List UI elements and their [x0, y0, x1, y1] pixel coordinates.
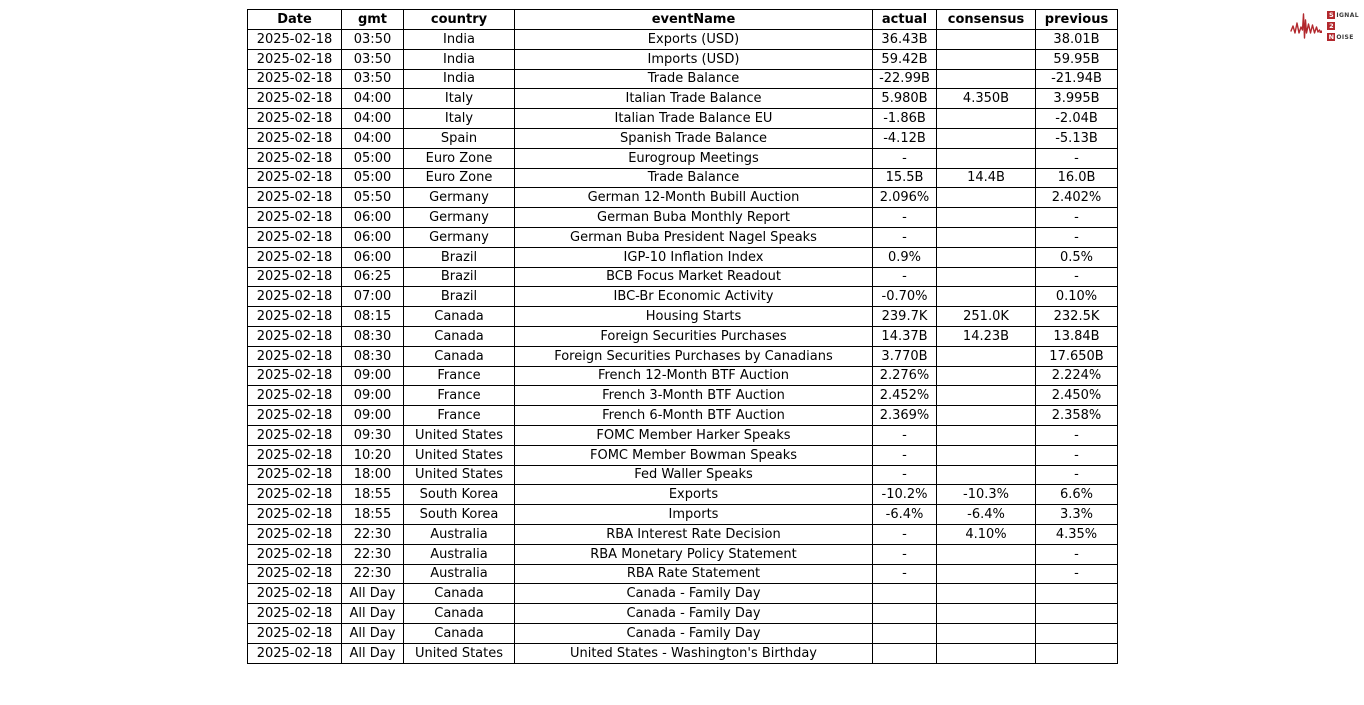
table-row	[248, 445, 1118, 465]
cell-eventname: Spanish Trade Balance	[515, 128, 873, 148]
table-row	[248, 307, 1118, 327]
cell-consensus	[937, 406, 1036, 426]
cell-date: 2025-02-18	[248, 485, 342, 505]
cell-consensus	[937, 247, 1036, 267]
cell-consensus	[937, 425, 1036, 445]
cell-date: 2025-02-18	[248, 465, 342, 485]
cell-eventname: United States - Washington's Birthday	[515, 643, 873, 663]
cell-country: Brazil	[404, 247, 515, 267]
cell-date: 2025-02-18	[248, 564, 342, 584]
cell-consensus	[937, 623, 1036, 643]
cell-previous: 2.224%	[1036, 366, 1118, 386]
cell-previous: 232.5K	[1036, 307, 1118, 327]
logo-text	[1327, 11, 1359, 41]
cell-eventname: Housing Starts	[515, 307, 873, 327]
cell-gmt: 09:00	[342, 386, 404, 406]
cell-previous: 13.84B	[1036, 326, 1118, 346]
cell-gmt: All Day	[342, 584, 404, 604]
cell-date: 2025-02-18	[248, 49, 342, 69]
table-head	[248, 10, 1118, 30]
cell-country: United States	[404, 643, 515, 663]
cell-country: France	[404, 386, 515, 406]
cell-country: France	[404, 406, 515, 426]
cell-consensus: -6.4%	[937, 505, 1036, 525]
cell-actual: -	[873, 564, 937, 584]
cell-gmt: All Day	[342, 643, 404, 663]
cell-gmt: 09:30	[342, 425, 404, 445]
table-row	[248, 326, 1118, 346]
cell-consensus	[937, 30, 1036, 50]
cell-gmt: 18:55	[342, 505, 404, 525]
cell-actual: -22.99B	[873, 69, 937, 89]
table-row	[248, 623, 1118, 643]
cell-actual: 5.980B	[873, 89, 937, 109]
logo-badge-s: S	[1329, 11, 1334, 19]
cell-consensus	[937, 49, 1036, 69]
cell-consensus	[937, 544, 1036, 564]
cell-previous: -21.94B	[1036, 69, 1118, 89]
cell-eventname: French 12-Month BTF Auction	[515, 366, 873, 386]
cell-previous: -	[1036, 465, 1118, 485]
cell-actual: -4.12B	[873, 128, 937, 148]
cell-consensus	[937, 208, 1036, 228]
cell-date: 2025-02-18	[248, 366, 342, 386]
cell-consensus	[937, 445, 1036, 465]
cell-consensus	[937, 148, 1036, 168]
cell-actual: 14.37B	[873, 326, 937, 346]
cell-date: 2025-02-18	[248, 604, 342, 624]
table-row	[248, 564, 1118, 584]
cell-country: Spain	[404, 128, 515, 148]
cell-eventname: Italian Trade Balance EU	[515, 109, 873, 129]
cell-actual: -	[873, 445, 937, 465]
signal2noise-logo	[1290, 9, 1359, 43]
table-row	[248, 406, 1118, 426]
cell-country: Italy	[404, 109, 515, 129]
cell-previous	[1036, 643, 1118, 663]
table-row	[248, 89, 1118, 109]
cell-consensus	[937, 643, 1036, 663]
table-body	[248, 30, 1118, 664]
cell-country: Germany	[404, 227, 515, 247]
cell-gmt: 05:00	[342, 168, 404, 188]
cell-gmt: 07:00	[342, 287, 404, 307]
cell-actual	[873, 643, 937, 663]
cell-actual: -0.70%	[873, 287, 937, 307]
cell-previous: -	[1036, 208, 1118, 228]
cell-gmt: 04:00	[342, 109, 404, 129]
cell-actual: -	[873, 267, 937, 287]
cell-eventname: RBA Monetary Policy Statement	[515, 544, 873, 564]
cell-eventname: FOMC Member Harker Speaks	[515, 425, 873, 445]
cell-date: 2025-02-18	[248, 445, 342, 465]
cell-gmt: 06:00	[342, 208, 404, 228]
cell-consensus	[937, 188, 1036, 208]
economic-calendar-table	[247, 9, 1118, 664]
cell-eventname: German Buba Monthly Report	[515, 208, 873, 228]
cell-actual	[873, 604, 937, 624]
table-row	[248, 188, 1118, 208]
cell-previous: 38.01B	[1036, 30, 1118, 50]
cell-consensus	[937, 564, 1036, 584]
cell-date: 2025-02-18	[248, 188, 342, 208]
cell-gmt: 09:00	[342, 366, 404, 386]
cell-eventname: French 6-Month BTF Auction	[515, 406, 873, 426]
cell-actual	[873, 584, 937, 604]
cell-previous: -	[1036, 227, 1118, 247]
cell-date: 2025-02-18	[248, 109, 342, 129]
cell-consensus	[937, 366, 1036, 386]
cell-consensus: 4.350B	[937, 89, 1036, 109]
table-row	[248, 425, 1118, 445]
cell-gmt: 05:50	[342, 188, 404, 208]
cell-gmt: 22:30	[342, 544, 404, 564]
table-row	[248, 128, 1118, 148]
cell-date: 2025-02-18	[248, 89, 342, 109]
cell-eventname: Exports	[515, 485, 873, 505]
cell-previous: -	[1036, 544, 1118, 564]
cell-country: Italy	[404, 89, 515, 109]
cell-country: Germany	[404, 188, 515, 208]
cell-country: Canada	[404, 346, 515, 366]
cell-country: United States	[404, 445, 515, 465]
cell-country: United States	[404, 465, 515, 485]
cell-country: Canada	[404, 307, 515, 327]
cell-previous: 3.3%	[1036, 505, 1118, 525]
cell-gmt: 08:30	[342, 346, 404, 366]
cell-consensus	[937, 69, 1036, 89]
cell-actual: -	[873, 465, 937, 485]
cell-consensus	[937, 386, 1036, 406]
table-row	[248, 524, 1118, 544]
cell-eventname: French 3-Month BTF Auction	[515, 386, 873, 406]
cell-eventname: FOMC Member Bowman Speaks	[515, 445, 873, 465]
cell-country: Canada	[404, 584, 515, 604]
cell-eventname: Foreign Securities Purchases	[515, 326, 873, 346]
column-header-actual: actual	[873, 10, 937, 30]
cell-consensus: -10.3%	[937, 485, 1036, 505]
cell-consensus	[937, 287, 1036, 307]
table-row	[248, 346, 1118, 366]
cell-actual: -	[873, 227, 937, 247]
column-header-date: Date	[248, 10, 342, 30]
cell-previous: 2.402%	[1036, 188, 1118, 208]
cell-actual: 2.452%	[873, 386, 937, 406]
cell-country: Brazil	[404, 287, 515, 307]
cell-eventname: IGP-10 Inflation Index	[515, 247, 873, 267]
cell-date: 2025-02-18	[248, 227, 342, 247]
cell-gmt: 10:20	[342, 445, 404, 465]
cell-gmt: 06:25	[342, 267, 404, 287]
cell-consensus: 4.10%	[937, 524, 1036, 544]
cell-previous	[1036, 604, 1118, 624]
cell-previous: -2.04B	[1036, 109, 1118, 129]
cell-date: 2025-02-18	[248, 406, 342, 426]
cell-actual: -	[873, 208, 937, 228]
table-row	[248, 267, 1118, 287]
cell-country: Canada	[404, 326, 515, 346]
cell-actual: 15.5B	[873, 168, 937, 188]
cell-gmt: 22:30	[342, 524, 404, 544]
cell-country: Australia	[404, 564, 515, 584]
cell-date: 2025-02-18	[248, 267, 342, 287]
logo-badge-2: 2	[1329, 22, 1334, 30]
cell-actual: -6.4%	[873, 505, 937, 525]
cell-country: France	[404, 366, 515, 386]
cell-eventname: BCB Focus Market Readout	[515, 267, 873, 287]
cell-date: 2025-02-18	[248, 208, 342, 228]
logo-rest-ignal: IGNAL	[1336, 11, 1359, 19]
column-header-country: country	[404, 10, 515, 30]
table-row	[248, 208, 1118, 228]
cell-eventname: Imports (USD)	[515, 49, 873, 69]
cell-country: Canada	[404, 604, 515, 624]
cell-gmt: 06:00	[342, 227, 404, 247]
logo-line-noise	[1327, 33, 1359, 41]
cell-actual: 239.7K	[873, 307, 937, 327]
cell-eventname: Canada - Family Day	[515, 623, 873, 643]
logo-rest-oise: OISE	[1336, 33, 1354, 41]
cell-eventname: Foreign Securities Purchases by Canadians	[515, 346, 873, 366]
table-row	[248, 505, 1118, 525]
table-row	[248, 247, 1118, 267]
logo-line-signal	[1327, 11, 1359, 19]
cell-date: 2025-02-18	[248, 287, 342, 307]
waveform-icon	[1290, 9, 1326, 43]
cell-date: 2025-02-18	[248, 425, 342, 445]
cell-consensus	[937, 128, 1036, 148]
cell-date: 2025-02-18	[248, 584, 342, 604]
cell-gmt: All Day	[342, 604, 404, 624]
cell-previous: 0.10%	[1036, 287, 1118, 307]
table-row	[248, 227, 1118, 247]
cell-date: 2025-02-18	[248, 544, 342, 564]
table-row	[248, 148, 1118, 168]
cell-country: South Korea	[404, 505, 515, 525]
cell-date: 2025-02-18	[248, 128, 342, 148]
cell-previous: 6.6%	[1036, 485, 1118, 505]
cell-gmt: 04:00	[342, 128, 404, 148]
cell-gmt: 09:00	[342, 406, 404, 426]
cell-gmt: 03:50	[342, 69, 404, 89]
cell-date: 2025-02-18	[248, 326, 342, 346]
cell-previous: -	[1036, 267, 1118, 287]
cell-eventname: Fed Waller Speaks	[515, 465, 873, 485]
cell-eventname: Italian Trade Balance	[515, 89, 873, 109]
column-header-gmt: gmt	[342, 10, 404, 30]
cell-country: India	[404, 30, 515, 50]
cell-date: 2025-02-18	[248, 524, 342, 544]
table-row	[248, 584, 1118, 604]
cell-country: Australia	[404, 524, 515, 544]
table-row	[248, 643, 1118, 663]
cell-consensus	[937, 604, 1036, 624]
cell-previous: 3.995B	[1036, 89, 1118, 109]
cell-date: 2025-02-18	[248, 386, 342, 406]
cell-gmt: 06:00	[342, 247, 404, 267]
cell-date: 2025-02-18	[248, 505, 342, 525]
cell-previous: -	[1036, 425, 1118, 445]
cell-gmt: 03:50	[342, 49, 404, 69]
cell-eventname: German 12-Month Bubill Auction	[515, 188, 873, 208]
cell-previous: 16.0B	[1036, 168, 1118, 188]
cell-country: Brazil	[404, 267, 515, 287]
table-row	[248, 465, 1118, 485]
cell-previous: -	[1036, 148, 1118, 168]
table-row	[248, 168, 1118, 188]
cell-country: Euro Zone	[404, 148, 515, 168]
cell-previous	[1036, 584, 1118, 604]
cell-actual: 2.276%	[873, 366, 937, 386]
cell-previous: -	[1036, 564, 1118, 584]
cell-actual: -	[873, 524, 937, 544]
cell-consensus: 14.23B	[937, 326, 1036, 346]
table-row	[248, 386, 1118, 406]
cell-actual: -	[873, 148, 937, 168]
cell-consensus	[937, 267, 1036, 287]
logo-line-2	[1327, 22, 1359, 30]
cell-actual: -	[873, 425, 937, 445]
cell-consensus: 14.4B	[937, 168, 1036, 188]
cell-consensus	[937, 465, 1036, 485]
cell-actual: 59.42B	[873, 49, 937, 69]
cell-gmt: 08:30	[342, 326, 404, 346]
cell-previous: -5.13B	[1036, 128, 1118, 148]
cell-consensus	[937, 227, 1036, 247]
cell-actual	[873, 623, 937, 643]
cell-country: Australia	[404, 544, 515, 564]
column-header-consensus: consensus	[937, 10, 1036, 30]
cell-actual: 0.9%	[873, 247, 937, 267]
table-row	[248, 69, 1118, 89]
cell-eventname: Eurogroup Meetings	[515, 148, 873, 168]
cell-country: India	[404, 69, 515, 89]
header-row	[248, 10, 1118, 30]
cell-date: 2025-02-18	[248, 30, 342, 50]
cell-date: 2025-02-18	[248, 643, 342, 663]
cell-eventname: Canada - Family Day	[515, 604, 873, 624]
cell-consensus	[937, 584, 1036, 604]
cell-date: 2025-02-18	[248, 623, 342, 643]
column-header-previous: previous	[1036, 10, 1118, 30]
table-row	[248, 604, 1118, 624]
cell-country: United States	[404, 425, 515, 445]
cell-eventname: Canada - Family Day	[515, 584, 873, 604]
cell-actual: 2.369%	[873, 406, 937, 426]
cell-previous: 2.450%	[1036, 386, 1118, 406]
cell-actual: -1.86B	[873, 109, 937, 129]
cell-consensus	[937, 109, 1036, 129]
cell-date: 2025-02-18	[248, 148, 342, 168]
cell-eventname: RBA Interest Rate Decision	[515, 524, 873, 544]
cell-previous: 17.650B	[1036, 346, 1118, 366]
table-row	[248, 366, 1118, 386]
cell-previous: 59.95B	[1036, 49, 1118, 69]
cell-gmt: All Day	[342, 623, 404, 643]
cell-actual: 2.096%	[873, 188, 937, 208]
cell-country: South Korea	[404, 485, 515, 505]
cell-country: India	[404, 49, 515, 69]
cell-previous: 2.358%	[1036, 406, 1118, 426]
cell-date: 2025-02-18	[248, 168, 342, 188]
cell-previous	[1036, 623, 1118, 643]
cell-previous: 4.35%	[1036, 524, 1118, 544]
cell-actual: 3.770B	[873, 346, 937, 366]
table-row	[248, 485, 1118, 505]
cell-gmt: 08:15	[342, 307, 404, 327]
table-row	[248, 544, 1118, 564]
cell-date: 2025-02-18	[248, 346, 342, 366]
cell-actual: -10.2%	[873, 485, 937, 505]
cell-country: Germany	[404, 208, 515, 228]
cell-eventname: Trade Balance	[515, 69, 873, 89]
table-row	[248, 287, 1118, 307]
table-row	[248, 49, 1118, 69]
cell-eventname: IBC-Br Economic Activity	[515, 287, 873, 307]
cell-gmt: 18:00	[342, 465, 404, 485]
cell-eventname: Exports (USD)	[515, 30, 873, 50]
cell-actual: -	[873, 544, 937, 564]
column-header-eventname: eventName	[515, 10, 873, 30]
table-row	[248, 109, 1118, 129]
cell-gmt: 22:30	[342, 564, 404, 584]
cell-date: 2025-02-18	[248, 69, 342, 89]
cell-actual: 36.43B	[873, 30, 937, 50]
cell-eventname: RBA Rate Statement	[515, 564, 873, 584]
cell-consensus: 251.0K	[937, 307, 1036, 327]
cell-eventname: Trade Balance	[515, 168, 873, 188]
cell-country: Canada	[404, 623, 515, 643]
cell-eventname: Imports	[515, 505, 873, 525]
cell-date: 2025-02-18	[248, 247, 342, 267]
cell-previous: -	[1036, 445, 1118, 465]
cell-date: 2025-02-18	[248, 307, 342, 327]
cell-consensus	[937, 346, 1036, 366]
table-row	[248, 30, 1118, 50]
cell-gmt: 04:00	[342, 89, 404, 109]
cell-previous: 0.5%	[1036, 247, 1118, 267]
cell-gmt: 18:55	[342, 485, 404, 505]
cell-country: Euro Zone	[404, 168, 515, 188]
cell-eventname: German Buba President Nagel Speaks	[515, 227, 873, 247]
logo-badge-n: N	[1328, 33, 1335, 41]
cell-gmt: 03:50	[342, 30, 404, 50]
cell-gmt: 05:00	[342, 148, 404, 168]
